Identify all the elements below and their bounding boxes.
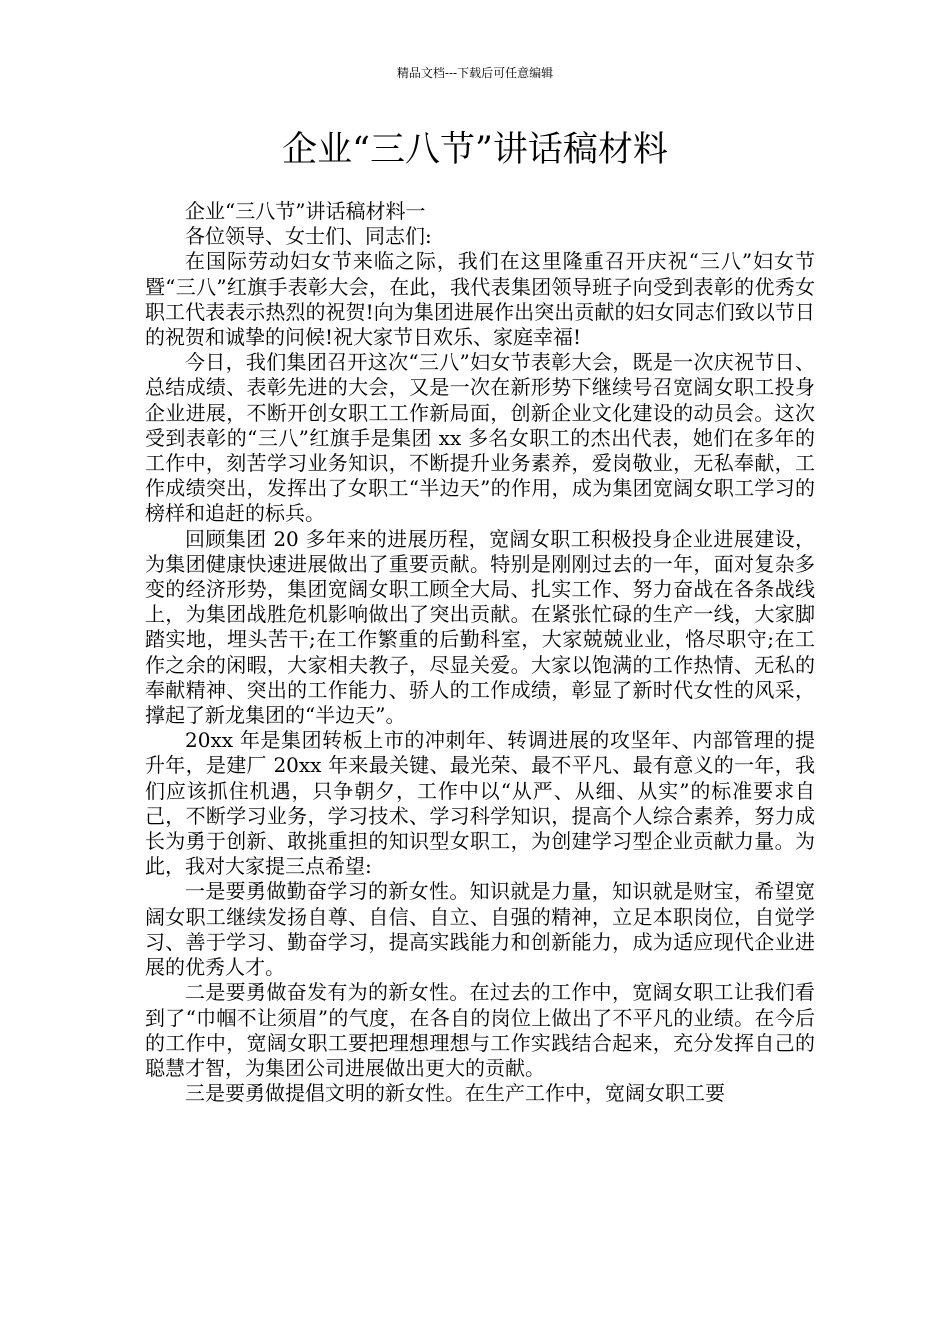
paragraph: 今日，我们集团召开这次“三八”妇女节表彰大会，既是一次庆祝节日、总结成绩、表彰先进的大会，又是一次在新形势下继续号召宽阔女职工投身企业进展，不断开创女职工工作新局面，创新企业文化建设的动员会。这次受到表彰的“三八”红旗手是集团 xx 多名女职工的杰出代表，她们在多年的工作中，刻苦学习业务知识，不断提升业务素养，爱岗敬业，无私奉献，工作成绩突出，发挥出了女职工“半边天”的作用，成为集团宽阔女职工学习的榜样和追赶的标兵。: [145, 350, 815, 526]
salutation: 各位领导、女士们、同志们:: [185, 224, 432, 249]
paragraph: 20xx 年是集团转板上市的冲刺年、转调进展的攻坚年、内部管理的提升年，是建厂 20xx 年来最关键、最光荣、最不平凡、最有意义的一年，我们应该抓住机遇，只争朝夕，工作中以“从严、从细、从实”的标准要求自己，不断学习业务，学习技术、学习科学知识，提高个人综合素养，努力成长为勇于创新、敢挑重担的知识型女职工，为创建学习型企业贡献力量。为此，我对大家提三点希望:: [145, 728, 815, 879]
subtitle-line: 企业“三八节”讲话稿材料一: [185, 199, 426, 223]
paragraph: 在国际劳动妇女节来临之际，我们在这里隆重召开庆祝“三八”妇女节暨“三八”红旗手表彰大会，在此，我代表集团领导班子向受到表彰的优秀女职工代表表示热烈的祝贺!向为集团进展作出突出贡献的妇女同志们致以节日的祝贺和诚挚的问候!祝大家节日欢乐、家庭幸福!: [145, 249, 815, 350]
document-body: [145, 199, 815, 1106]
paragraph: 三是要勇做提倡文明的新女性。在生产工作中，宽阔女职工要: [185, 1081, 725, 1106]
document-title: 企业“三八节”讲话稿材料: [282, 130, 668, 170]
paragraph: 回顾集团 20 多年来的进展历程，宽阔女职工积极投身企业进展建设，为集团健康快速进展做出了重要贡献。特别是刚刚过去的一年，面对复杂多变的经济形势，集团宽阔女职工顾全大局、扎实工作、努力奋战在各条战线上，为集团战胜危机影响做出了突出贡献。在紧张忙碌的生产一线，大家脚踏实地，埋头苦干;在工作繁重的后勤科室，大家兢兢业业，恪尽职守;在工作之余的闲暇，大家相夫教子，尽显关爱。大家以饱满的工作热情、无私的奉献精神、突出的工作能力、骄人的工作成绩，彰显了新时代女性的风采，撑起了新龙集团的“半边天”。: [145, 526, 815, 728]
paragraph: 二是要勇做奋发有为的新女性。在过去的工作中，宽阔女职工让我们看到了“巾帼不让须眉”的气度，在各自的岗位上做出了不平凡的业绩。在今后的工作中，宽阔女职工要把理想理想与工作实践结合起来，充分发挥自己的聪慧才智，为集团公司进展做出更大的贡献。: [145, 980, 815, 1080]
paragraph: 一是要勇做勤奋学习的新女性。知识就是力量，知识就是财宝，希望宽阔女职工继续发扬自尊、自信、自立、自强的精神，立足本职岗位，自觉学习、善于学习、勤奋学习，提高实践能力和创新能力，成为适应现代企业进展的优秀人才。: [145, 879, 815, 980]
page-header: 精品文档---下载后可任意编辑: [396, 66, 554, 80]
